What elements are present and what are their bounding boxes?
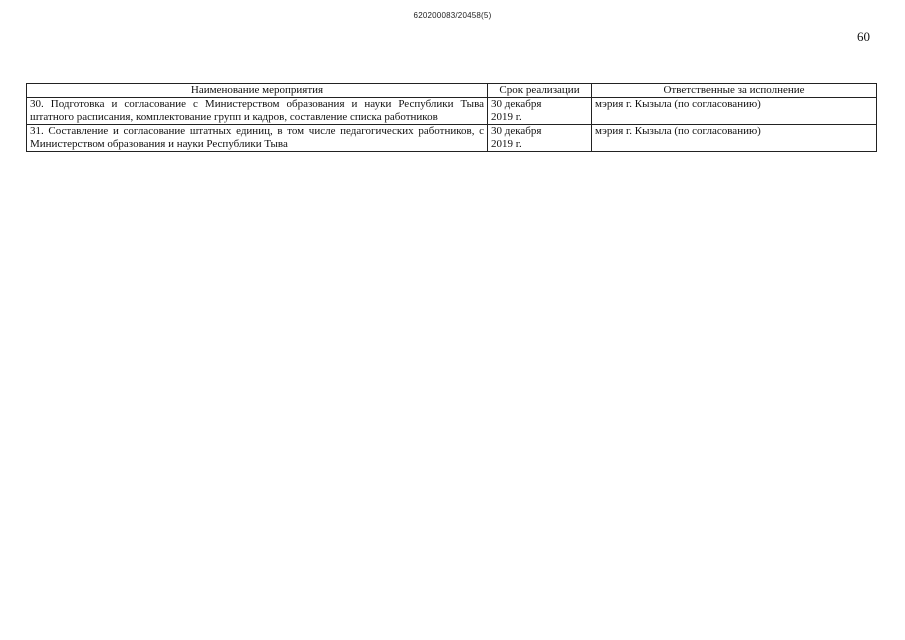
deadline-year: 2019 г. — [491, 111, 522, 123]
deadline-year: 2019 г. — [491, 138, 522, 150]
column-header-responsible: Ответственные за исполнение — [592, 84, 877, 98]
activities-table — [26, 83, 877, 152]
deadline-cell — [488, 125, 592, 152]
table-row — [27, 98, 877, 125]
activity-name: 31. Составление и согласование штатных единиц, в том числе педагогических работников, с Министерством образования и науки Республики Тыва — [27, 125, 488, 152]
table-row — [27, 125, 877, 152]
deadline-cell — [488, 98, 592, 125]
deadline-day: 30 декабря — [491, 98, 542, 110]
column-header-deadline: Срок реализации — [488, 84, 592, 98]
column-header-name: Наименование мероприятия — [27, 84, 488, 98]
table-header-row — [27, 84, 877, 98]
activity-name: 30. Подготовка и согласование с Министерством образования и науки Республики Тыва штатного расписания, комплектование групп и кадров, составление списка работников — [27, 98, 488, 125]
deadline-day: 30 декабря — [491, 125, 542, 137]
responsible-party: мэрия г. Кызыла (по согласованию) — [592, 98, 877, 125]
document-id: 620200083/20458(5) — [413, 11, 492, 20]
responsible-party: мэрия г. Кызыла (по согласованию) — [592, 125, 877, 152]
page-number: 60 — [857, 29, 870, 44]
